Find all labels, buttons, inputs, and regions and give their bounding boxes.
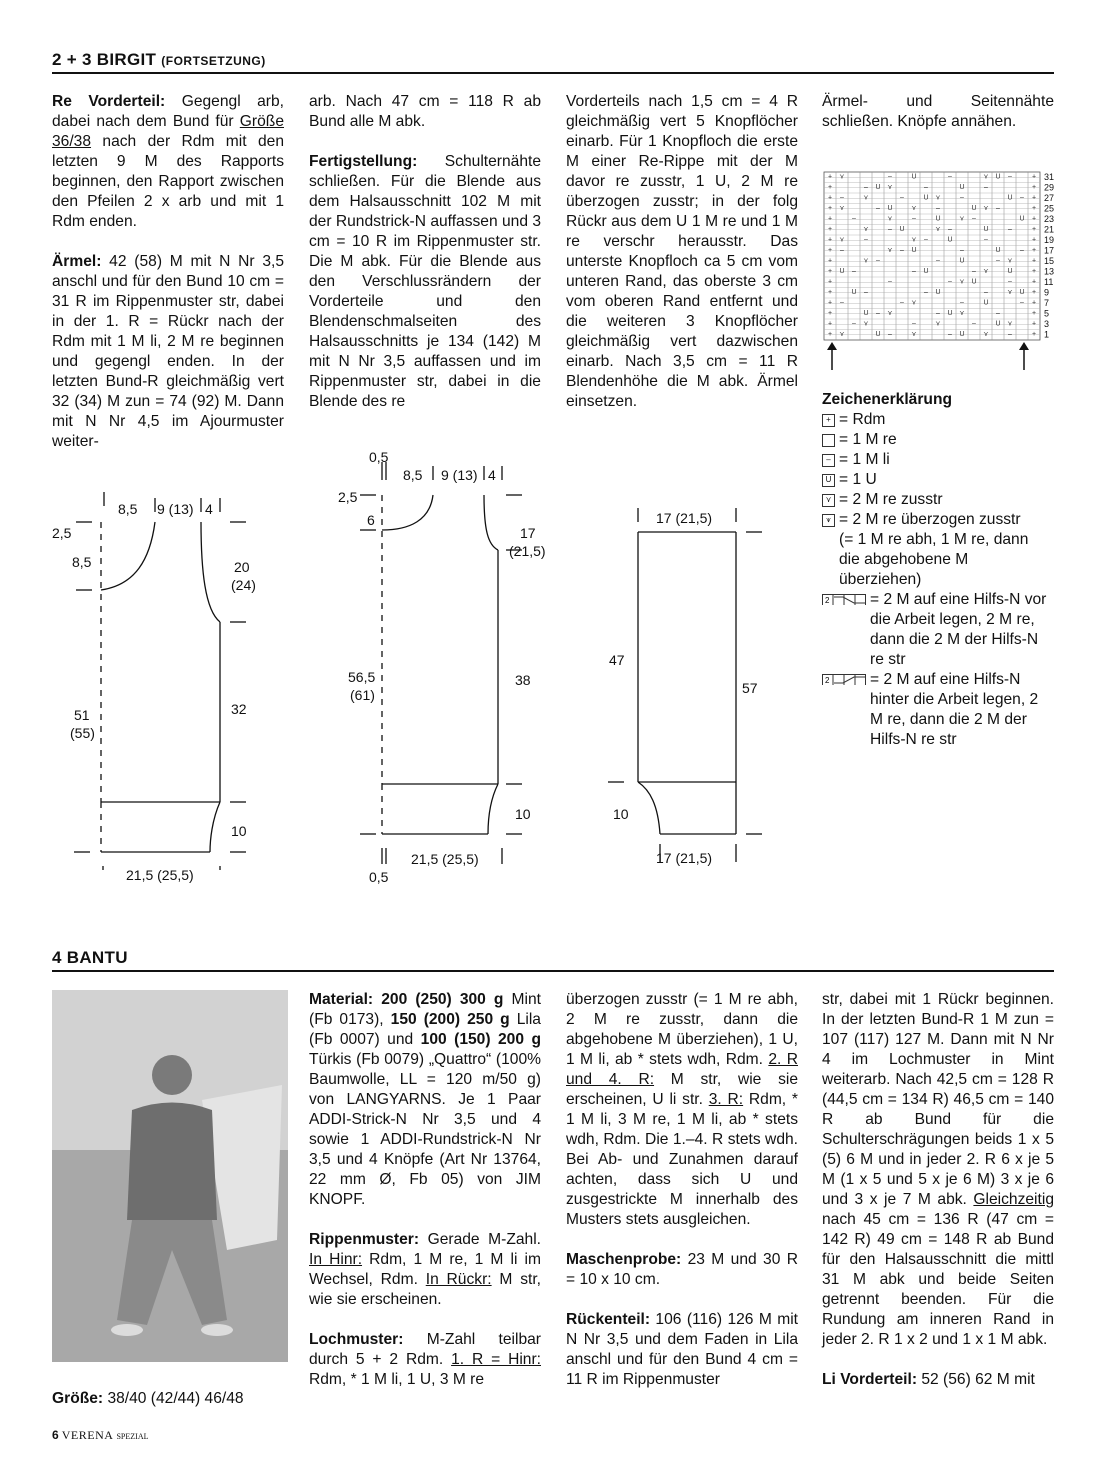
- paragraph-material: Material: 200 (250) 300 g Mint (Fb 0173), 150 (200) 250 g Lila (Fb 0007) und 100 (150) 200 g Türkis (Fb 0079) „Quattro“ (100% Baumwolle, LL = 120 m/50 g) von LANGYARNS. Je 1 Paar ADDI-Strick-N Nr 3,5 und 4 sowie 1 ADDI-Rundstrick-N Nr 3,5 und 4 Knöpfe (Art Nr 13764, 22 mm Ø, Fb 05) von JIM KNOPF.: [309, 991, 541, 1208]
- chart-symbol: ⋎: [959, 278, 965, 286]
- chart-row-label: 17: [1044, 245, 1055, 256]
- chart-symbol: –: [840, 194, 844, 202]
- chart-symbol: –: [936, 257, 940, 265]
- chart-symbol: –: [960, 194, 964, 202]
- chart-symbol: ⋎: [911, 205, 917, 213]
- chart-row-label: 15: [1044, 255, 1055, 266]
- chart-symbol: –: [960, 299, 964, 307]
- dim-label: 17: [520, 525, 536, 541]
- chart-symbol: –: [900, 299, 904, 307]
- chart-symbol: U: [851, 289, 857, 297]
- chart-symbol: –: [1020, 194, 1024, 202]
- chart-symbol: +: [827, 226, 833, 234]
- chart-symbol: +: [1031, 194, 1037, 202]
- dim-label: 10: [231, 823, 247, 839]
- chart-symbol: –: [900, 194, 904, 202]
- chart-symbol: +: [827, 257, 833, 265]
- chart-symbol: ⋎: [863, 257, 869, 265]
- chart-symbol: –: [888, 226, 892, 234]
- chart-symbol: +: [1031, 236, 1037, 244]
- dim-label: 51: [74, 707, 90, 723]
- chart-symbol: +: [827, 184, 833, 192]
- cable-back-icon: [822, 674, 866, 685]
- chart-symbol: ⋎: [935, 194, 941, 202]
- chart-row-label: 25: [1044, 203, 1055, 214]
- paragraph-rueckenteil-cont: str, dabei mit 1 Rückr beginnen. In der letzten Bund-R 1 M zun = 107 (117) 127 M. Dann mit N Nr 4 im Lochmuster in Mint weiterarb. Nach 42,5 cm = 128 R (44,5 cm = 134 R) 46,5 cm = 140 R ab Bund für die Schulterschrägungen beids 1 x 5 (5) 6 M und in jeder 2. R 6 x je 5 M (1 x 5 und 5 x je 6 M) 3 x je 6 und 3 x je 7 M abk. Gleichzeitig nach 45 cm = 136 R (47 cm = 142 R) 49 cm = 148 R ab Bund für den Halsausschnitt die mittl 31 M abk und beide Seiten getrennt beenden. Für die Rundung am inneren Rand in jeder 2. R 1 x 2 und 1 x 1 M abk.: [822, 991, 1054, 1348]
- chart-symbol: +: [1031, 215, 1037, 223]
- dim-label: 0,5: [369, 869, 389, 885]
- chart-symbol: –: [948, 173, 952, 181]
- photo-placeholder: [52, 990, 288, 1362]
- chart-symbol: –: [1020, 299, 1024, 307]
- dim-label: 2,5: [338, 489, 358, 505]
- chart-symbol: ⋎: [839, 205, 845, 213]
- chart-symbol: –: [924, 236, 928, 244]
- chart-symbol: –: [1008, 278, 1012, 286]
- chart-symbol: U: [1019, 289, 1025, 297]
- dim-label: 17 (21,5): [656, 510, 713, 526]
- section-title: 2 + 3 BIRGIT: [52, 50, 157, 69]
- chart-symbol: ⋎: [839, 331, 845, 339]
- chart-symbol: ⋎: [983, 205, 989, 213]
- paragraph-re-vorderteil: Re Vorderteil: Gegengl arb, dabei nach dem Bund für Größe 36/38 nach der Rdm mit den letzten 9 M des Rapports beginnen, den Rapport zwischen den Pfeilen 2 x arb und mit 1 Rdm enden.: [52, 93, 284, 230]
- legend: [822, 390, 1062, 750]
- chart-symbol: ⋎: [911, 331, 917, 339]
- chart-symbol: U: [923, 194, 929, 202]
- chart-symbol: –: [912, 320, 916, 328]
- text-column-2: [309, 92, 541, 432]
- chart-symbol: –: [876, 257, 880, 265]
- chart-symbol: ⋎: [983, 268, 989, 276]
- chart-symbol: +: [1031, 173, 1037, 181]
- legend-item-ssk: ⩛ = 2 M re überzogen zusstr (= 1 M re abh, 1 M re, dann die abgehobene M überziehen): [822, 510, 1062, 590]
- chart-grid: [824, 172, 1040, 340]
- dim-label: 8,5: [118, 501, 138, 517]
- legend-item-rdm: + = Rdm: [822, 410, 1062, 430]
- paragraph-li-vorderteil: Li Vorderteil: 52 (56) 62 M mit: [822, 1371, 1035, 1388]
- chart-row-label: 23: [1044, 213, 1055, 224]
- chart-symbol: –: [1008, 331, 1012, 339]
- chart-symbol: +: [1031, 310, 1037, 318]
- legend-item-yarnover: U = 1 U: [822, 470, 1062, 490]
- chart-symbol: –: [948, 278, 952, 286]
- chart-symbol: +: [827, 331, 833, 339]
- chart-symbol: U: [959, 257, 965, 265]
- chart-symbol: U: [971, 278, 977, 286]
- chart-symbol: U: [923, 268, 929, 276]
- chart-symbol: +: [827, 278, 833, 286]
- chart-symbol: –: [996, 205, 1000, 213]
- chart-symbol: –: [1008, 173, 1012, 181]
- chart-symbol: +: [827, 289, 833, 297]
- chart-symbol: –: [864, 289, 868, 297]
- chart-symbol: ⋎: [935, 226, 941, 234]
- text-column-4: [822, 92, 1054, 152]
- chart-symbol: U: [875, 184, 881, 192]
- section-header-bantu: [52, 948, 1054, 972]
- legend-title: Zeichenerklärung: [822, 391, 952, 408]
- chart-row-label: 3: [1044, 318, 1050, 329]
- brand-name: VERENA: [61, 1428, 114, 1442]
- chart-symbol: –: [984, 289, 988, 297]
- dim-label: (55): [70, 725, 95, 741]
- chart-symbol: –: [948, 226, 952, 234]
- chart-symbol: –: [876, 205, 880, 213]
- chart-symbol: +: [827, 173, 833, 181]
- chart-symbol: ⋎: [863, 194, 869, 202]
- text-column-1: [52, 92, 284, 472]
- chart-symbol: ⋎: [863, 226, 869, 234]
- section-title: 4 BANTU: [52, 948, 128, 967]
- dim-label: 10: [515, 806, 531, 822]
- chart-symbol: ⋎: [983, 331, 989, 339]
- paragraph-rippenmuster: Rippenmuster: Gerade M-Zahl. In Hinr: Rdm, 1 M re, 1 M li im Wechsel, Rdm. In Rückr: M str, wie sie erscheinen.: [309, 1231, 542, 1308]
- chart-symbol: ⋎: [1007, 320, 1013, 328]
- chart-symbol: –: [852, 268, 856, 276]
- chart-row-label: 1: [1044, 329, 1050, 340]
- legend-item-purl: – = 1 M li: [822, 450, 1062, 470]
- dim-label: 0,5: [369, 449, 389, 465]
- chart-symbol: U: [887, 205, 893, 213]
- dim-label: 9 (13): [157, 501, 194, 517]
- chart-row-labels: [1044, 172, 1054, 340]
- chart-symbol: ⋎: [983, 173, 989, 181]
- chart-symbol: U: [863, 310, 869, 318]
- chart-symbol: ⋎: [863, 320, 869, 328]
- dim-label: 38: [515, 672, 531, 688]
- yarnover-icon: U: [822, 474, 835, 487]
- chart-symbol: –: [864, 184, 868, 192]
- chart-symbol: +: [827, 268, 833, 276]
- chart-symbol: –: [888, 173, 892, 181]
- chart-symbol: +: [1031, 331, 1037, 339]
- ssk-icon: ⩛: [822, 514, 835, 527]
- text-column-3: [566, 92, 798, 432]
- chart-symbol: –: [864, 236, 868, 244]
- chart-symbol: –: [1008, 226, 1012, 234]
- chart-symbol: –: [840, 299, 844, 307]
- chart-symbol: U: [1019, 215, 1025, 223]
- legend-item-cable-back: 2 = 2 M auf eine Hilfs-N hinter die Arbeit legen, 2 M re, dann die 2 M der Hilfs-N re str: [822, 670, 1062, 750]
- paragraph-lochmuster: Lochmuster: M-Zahl teilbar durch 5 + 2 Rdm. 1. R = Hinr: Rdm, * 1 M li, 1 U, 3 M re: [309, 1331, 541, 1388]
- chart-symbol: U: [839, 268, 845, 276]
- paragraph-naehte: Ärmel- und Seitennähte schließen. Knöpfe annähen.: [822, 93, 1054, 130]
- dim-label: 20: [234, 559, 250, 575]
- chart-symbol: U: [983, 299, 989, 307]
- paragraph-rueckenteil: Rückenteil: 106 (116) 126 M mit N Nr 3,5 und dem Faden in Lila anschl und für den Bund 4 cm = 11 R im Rippenmuster: [566, 1311, 798, 1388]
- chart-symbol: +: [827, 299, 833, 307]
- chart-symbol: U: [983, 226, 989, 234]
- chart-symbol: ⋎: [911, 299, 917, 307]
- chart-symbol: ⋎: [959, 215, 965, 223]
- chart-symbol: –: [984, 184, 988, 192]
- chart-symbol: U: [959, 331, 965, 339]
- dim-label: (61): [350, 687, 375, 703]
- knit-stitch-icon: [822, 434, 835, 447]
- legend-item-k2tog: ⋎ = 2 M re zusstr: [822, 490, 1062, 510]
- chart-symbol: ⋎: [1007, 289, 1013, 297]
- legend-item-knit: = 1 M re: [822, 430, 1062, 450]
- chart-symbol: –: [960, 247, 964, 255]
- chart-symbol: +: [827, 205, 833, 213]
- chart-symbol: +: [827, 310, 833, 318]
- chart-row-label: 5: [1044, 308, 1050, 319]
- chart-symbol: U: [971, 205, 977, 213]
- chart-row-label: 11: [1044, 276, 1054, 287]
- chart-row-label: 27: [1044, 192, 1055, 203]
- dim-label: 4: [488, 467, 496, 483]
- chart-symbol: –: [936, 205, 940, 213]
- chart-symbol: –: [1020, 247, 1024, 255]
- chart-symbol: –: [900, 247, 904, 255]
- chart-symbol: –: [852, 215, 856, 223]
- bantu-column-2: [309, 990, 541, 1410]
- paragraph-continued: arb. Nach 47 cm = 118 R ab Bund alle M abk.: [309, 93, 541, 130]
- size-reference: Größe 36/38: [52, 113, 284, 150]
- purl-stitch-icon: –: [822, 454, 835, 467]
- chart-symbol: ⋎: [959, 310, 965, 318]
- dim-label: 17 (21,5): [656, 850, 713, 866]
- dim-label: 9 (13): [441, 467, 478, 483]
- chart-symbol: +: [1031, 184, 1037, 192]
- bantu-column-3: [566, 990, 798, 1410]
- svg-text:2: 2: [825, 676, 830, 685]
- chart-symbol: U: [875, 331, 881, 339]
- chart-symbol: +: [1031, 205, 1037, 213]
- chart-symbol: +: [827, 320, 833, 328]
- chart-symbol: –: [984, 236, 988, 244]
- chart-row-label: 21: [1044, 224, 1055, 235]
- knitting-chart: [820, 170, 1070, 375]
- chart-symbol: +: [827, 236, 833, 244]
- chart-symbol: –: [948, 331, 952, 339]
- svg-text:2: 2: [825, 596, 830, 605]
- chart-symbol: U: [935, 289, 941, 297]
- dim-label: 47: [609, 652, 625, 668]
- dim-label: 56,5: [348, 669, 376, 685]
- chart-symbol: +: [1031, 247, 1037, 255]
- chart-symbol: ⋎: [887, 310, 893, 318]
- chart-symbol: –: [996, 257, 1000, 265]
- chart-symbol: ⋎: [887, 247, 893, 255]
- page-footer: [52, 1428, 148, 1443]
- chart-symbol: U: [995, 320, 1001, 328]
- chart-symbol: ⋎: [887, 215, 893, 223]
- chart-symbol: –: [912, 215, 916, 223]
- paragraph-maschenprobe: Maschenprobe: 23 M und 30 R = 10 x 10 cm.: [566, 1251, 798, 1288]
- chart-symbol: +: [1031, 289, 1037, 297]
- bantu-column-4: [822, 990, 1054, 1410]
- chart-symbol: ⋎: [911, 236, 917, 244]
- chart-symbol: –: [996, 310, 1000, 318]
- chart-symbol: ⋎: [839, 236, 845, 244]
- chart-symbol: +: [827, 247, 833, 255]
- page-number: 6: [52, 1428, 59, 1442]
- section-subtitle: (FORTSETZUNG): [161, 54, 266, 68]
- chart-symbol: U: [1007, 268, 1013, 276]
- repeat-arrow-left: [827, 342, 837, 370]
- chart-symbol: –: [840, 247, 844, 255]
- dim-label: 10: [613, 806, 629, 822]
- chart-symbol: –: [852, 320, 856, 328]
- chart-symbol: U: [911, 247, 917, 255]
- chart-symbol: U: [947, 310, 953, 318]
- chart-symbol: U: [935, 215, 941, 223]
- chart-symbol: +: [1031, 226, 1037, 234]
- dim-label: 21,5 (25,5): [126, 867, 194, 883]
- chart-symbol: +: [827, 194, 833, 202]
- chart-row-label: 9: [1044, 287, 1050, 298]
- dim-label: (21,5): [509, 543, 546, 559]
- chart-symbol: –: [876, 310, 880, 318]
- paragraph-fertigstellung: Fertigstellung: Schulternähte schließen. Für die Blende aus dem Halsausschnitt 102 M mit der Rundstrick-N auffassen und 3 cm = 10 R im Rippenmuster str. Die M abk. Für die Blende aus den Verschlussrändern der Vorderteile und den Blendenschmalseiten des Halsausschnitts je 134 (142) M mit N Nr 3,5 auffassen und im Rippenmuster str, dabei in die Blende des re: [309, 153, 542, 410]
- chart-row-label: 19: [1044, 234, 1055, 245]
- chart-symbol: –: [924, 184, 928, 192]
- k2tog-icon: ⋎: [822, 494, 835, 507]
- chart-symbol: –: [972, 268, 976, 276]
- chart-symbol: –: [912, 268, 916, 276]
- chart-symbol: ⋎: [887, 184, 893, 192]
- chart-symbol: +: [1031, 257, 1037, 265]
- chart-symbol: –: [936, 310, 940, 318]
- chart-symbol: +: [1031, 278, 1037, 286]
- size-line: Größe: 38/40 (42/44) 46/48: [52, 1390, 244, 1407]
- chart-symbol: ⋎: [935, 320, 941, 328]
- chart-symbol: –: [888, 331, 892, 339]
- dim-label: 8,5: [72, 554, 92, 570]
- chart-row-label: 13: [1044, 266, 1055, 277]
- chart-symbol: U: [995, 247, 1001, 255]
- chart-symbol: +: [1031, 320, 1037, 328]
- dim-label: 4: [205, 501, 213, 517]
- chart-symbol: U: [947, 236, 953, 244]
- chart-symbol: U: [899, 226, 905, 234]
- chart-symbol: +: [1031, 268, 1037, 276]
- chart-symbol: ⋎: [839, 173, 845, 181]
- chart-symbol: U: [1007, 194, 1013, 202]
- chart-symbol: +: [1031, 299, 1037, 307]
- chart-row-label: 7: [1044, 297, 1050, 308]
- dim-label: 8,5: [403, 467, 423, 483]
- edge-stitch-icon: +: [822, 414, 835, 427]
- chart-symbol: –: [924, 289, 928, 297]
- chart-row-label: 29: [1044, 182, 1055, 193]
- paragraph-aermel: Ärmel: 42 (58) M mit N Nr 3,5 anschl und für den Bund 10 cm = 31 R im Rippenmuster str, dabei in der 1. R = Rückr nach der Rdm mit 1 M li, 2 M re beginnen und gegengl enden. In der letzten Bund-R gleichmäßig vert 32 (34) M zun = 74 (92) M. Dann mit N Nr 4,5 im Ajourmuster weiter-: [52, 253, 284, 450]
- chart-symbol: U: [995, 173, 1001, 181]
- model-photo: [52, 990, 288, 1362]
- chart-symbol: –: [888, 278, 892, 286]
- chart-symbol: U: [959, 184, 965, 192]
- schematic-front: [60, 490, 260, 870]
- chart-symbol: –: [972, 215, 976, 223]
- chart-symbol: U: [911, 173, 917, 181]
- chart-symbol: ⋎: [1007, 257, 1013, 265]
- chart-symbol: +: [827, 215, 833, 223]
- dim-label: (24): [231, 577, 256, 593]
- section-header-birgit: [52, 50, 1054, 74]
- chart-row-label: 31: [1044, 171, 1055, 182]
- chart-symbol: –: [972, 320, 976, 328]
- brand-sub: SPEZIAL: [116, 1432, 149, 1441]
- paragraph-knopfloch: Vorderteils nach 1,5 cm = 4 R gleichmäßig vert 5 Knopflöcher einarb. Für 1 Knopfloch die erste M einer Re-Rippe mit der M davor re zusstr, 1 U, 2 M re überzogen zusstr; in der folg Rückr aus dem U 1 M re und 1 M re verschr herausstr. Das unterste Knopfloch ca 5 cm vom unteren Rand, das oberste 3 cm vom oberen Rand entfernt und die weiteren 3 Knopflöcher gleichmäßig vert dazwischen einarb. Nach 3,5 cm = 11 R Blendenhöhe die M abk. Ärmel einsetzen.: [566, 93, 798, 410]
- dim-label: 21,5 (25,5): [411, 851, 479, 867]
- dim-label: 6: [367, 512, 375, 528]
- repeat-arrow-right: [1019, 342, 1029, 370]
- legend-item-cable-front: 2 = 2 M auf eine Hilfs-N vor die Arbeit legen, 2 M re, dann die 2 M der Hilfs-N re str: [822, 590, 1062, 670]
- cable-front-icon: [822, 594, 866, 605]
- dim-label: 2,5: [52, 525, 72, 541]
- dim-label: 32: [231, 701, 247, 717]
- dim-label: 57: [742, 680, 758, 696]
- paragraph-lochmuster-cont: überzogen zusstr (= 1 M re abh, 2 M re zusstr, dann die abgehobene M überziehen), 1 U, 1 M li, ab * stets wdh, Rdm. 2. R und 4. R: M str, wie sie erscheinen, U li str. 3. R: Rdm, * 1 M li, 3 M re, 1 M li, ab * stets wdh, Rdm. Die 1.–4. R stets wdh. Bei Ab- und Zunahmen darauf achten, dass sich U und zusgestrickte M innerhalb des Musters stets ausgleichen.: [566, 991, 799, 1228]
